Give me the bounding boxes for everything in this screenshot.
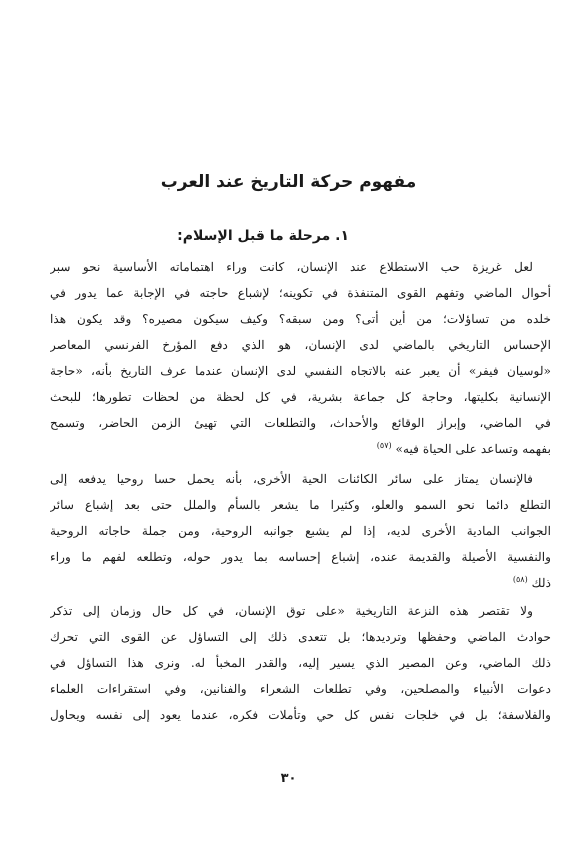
paragraph-line: والنفسية الأصيلة والقديمة عنده، إشباع إحساسه بما يدور حوله، وتطلعه لفهم ما وراء [50, 550, 551, 564]
chapter-title: مفهوم حركة التاريخ عند العرب [160, 172, 417, 192]
paragraph-line: الجوانب المادية الأخرى لديه، إذا لم يشبع جوانبه الروحية، ومن جملة حاجاته الروحية [50, 524, 551, 538]
paragraph-line: «لوسيان فيفر» أن يعبر عنه بالاتجاه النفسي لدى الإنسان عندما عرف التاريخ بأنه، «حاجة [50, 364, 551, 378]
paragraph-line: التطلع دائما نحو السمو والعلو، وكثيرا ما يشعر بالسأم والملل حتى بعد إشباع سائر [50, 498, 551, 512]
paragraph-1 [50, 254, 551, 464]
paragraph-line-last [50, 570, 551, 596]
footnote-marker: (٥٧) [376, 440, 392, 450]
paragraph-line: الإحساس التاريخي بالماضي لدى الإنسان، هو الذي دفع المؤرخ الفرنسي المعاصر [50, 338, 551, 352]
footnote-marker: (٥٨) [512, 574, 528, 584]
paragraph-2 [50, 466, 551, 596]
paragraph-text: بفهمه وتساعد على الحياة فيه» [395, 442, 551, 456]
paragraph-line: في الماضي، وإبراز الوقائع والأحداث، والتطلعات التي تهيئ الزمن الحاضر، وتسمح [50, 416, 551, 430]
paragraph-line: ولا تقتصر هذه النزعة التاريخية «على توق الإنسان، في كل حال وزمان إلى تذكر [50, 604, 533, 618]
paragraph-line: فالإنسان يمتاز على سائر الكائنات الحية الأخرى، بأنه يحمل حسا روحيا يدفعه إلى [50, 472, 533, 486]
section-heading: ١. مرحلة ما قبل الإسلام: [177, 228, 349, 244]
paragraph-3 [50, 598, 551, 728]
paragraph-line: ذلك الماضي، وعن المصير الذي يسير إليه، والقدر المخبأ له. ونرى هذا التساؤل في [50, 656, 551, 670]
paragraph-line-last [50, 436, 551, 462]
paragraph-line: والفلاسفة؛ بل في خلجات نفس كل حي وتأملات فكره، عندما يعود إلى نفسه ويحاول [50, 708, 551, 722]
paragraph-text: ذلك [531, 576, 551, 590]
paragraph-line: حوادث الماضي وحفظها وترديدها؛ بل تتعدى ذلك إلى التساؤل عن القوى التي تحرك [50, 630, 551, 644]
paragraph-line: أحوال الماضي وتفهم القوى المتنفذة في تكوينه؛ لإشباع حاجته في الإجابة عما يدور في [50, 286, 551, 300]
paragraph-line: دعوات الأنبياء والمصلحين، وفي تطلعات الشعراء والفنانين، وفي استقراءات العلماء [50, 682, 551, 696]
paragraph-line: لعل غريزة حب الاستطلاع عند الإنسان، كانت وراء اهتماماته الأساسية نحو سبر [50, 260, 533, 274]
page-number: ٣٠ [280, 771, 297, 786]
paragraph-line: خلده من تساؤلات؛ من أين أتى؟ ومن سبقه؟ وكيف سيكون مصيره؟ وقد يكون هذا [50, 312, 551, 326]
paragraph-line: الإنسانية بكليتها، وحاجة كل جماعة بشرية، في كل لحظة من لحظات تطورها؛ للبحث [50, 390, 551, 404]
